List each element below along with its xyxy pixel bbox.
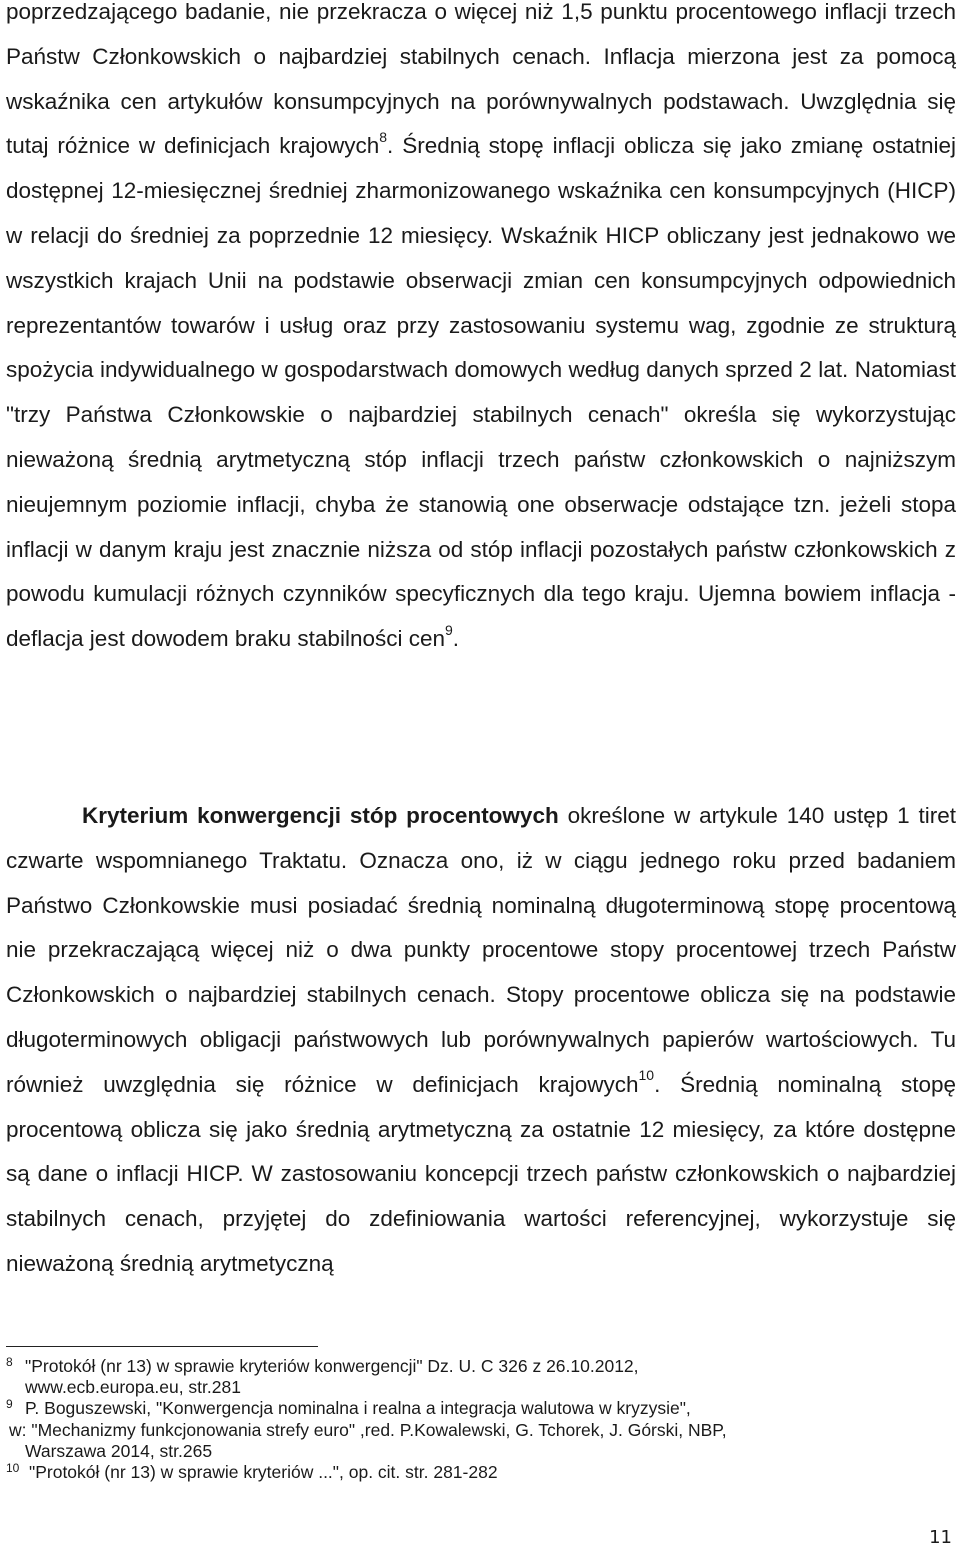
footnote-text: P. Boguszewski, "Konwergencja nominalna i realna a integracja walutowa w kryzysie", — [25, 1398, 691, 1419]
footnote-link[interactable]: www.ecb.europa.eu, str.281 — [25, 1377, 241, 1398]
footnote-text: "Protokół (nr 13) w sprawie kryteriów konwergencji" Dz. U. C 326 z 26.10.2012, — [25, 1356, 639, 1376]
footnote-8 — [6, 1356, 956, 1398]
paragraph-text: poprzedzającego badanie, nie przekracza o więcej niż 1,5 punktu procentowego inflacji trzech Państw Członkowskich o najbardziej stabilnych cenach. Inflacja mierzona jest za pomocą wskaźnika cen artykułów konsumpcyjnych na porównywalnych podstawach. Uwzględnia się tutaj różnice w definicjach krajowych — [6, 0, 956, 159]
footnote-number: 8 — [6, 1355, 13, 1369]
footnote-10 — [6, 1462, 956, 1483]
footnote-ref-10[interactable]: 10 — [638, 1067, 655, 1084]
footnote-number: 10 — [6, 1461, 20, 1476]
paragraph-text: określone w artykule 140 ustęp 1 tiret czwarte wspomnianego Traktatu. Oznacza ono, iż w ciągu jednego roku przed badaniem Państwo Członkowskie musi posiadać średnią nominalną długoterminową stopę procentową nie przekraczającą więcej niż o dwa punkty procentowe stopy procentowej trzech Państw Członkowskich o najbardziej stabilnych cenach. Stopy procentowe oblicza się na podstawie długoterminowych obligacji państwowych lub porównywalnych papierów wartościowych. Tu również uwzględnia się różnice w definicjach krajowych — [6, 803, 956, 1097]
footnote-9 — [6, 1398, 956, 1462]
footnote-separator — [6, 1346, 318, 1347]
footnotes — [6, 1356, 956, 1483]
paragraph-interest-rate-criterion — [6, 794, 956, 1287]
paragraph-text: . — [452, 626, 460, 652]
footnote-number: 9 — [6, 1397, 13, 1412]
footnote-text: "Protokół (nr 13) w sprawie kryteriów ...", op. cit. str. 281-282 — [29, 1462, 498, 1483]
bold-heading-text: Kryterium konwergencji stóp procentowych — [82, 803, 559, 828]
paragraph-inflation-criterion — [6, 0, 956, 662]
page-number: 11 — [929, 1527, 952, 1548]
paragraph-text: . Średnią stopę inflacji oblicza się jako zmianę ostatniej dostępnej 12-miesięcznej średniej zharmonizowanego wskaźnika cen konsumpcyjnych (HICP) w relacji do średniej za poprzednie 12 miesięcy. Wskaźnik HICP obliczany jest jednakowo we wszystkich krajach Unii na podstawie obserwacji zmian cen konsumpcyjnych odpowiednich reprezentantów towarów i usług oraz przy zastosowaniu systemu wag, zgodnie ze strukturą spożycia indywidualnego w gospodarstwach domowych według danych sprzed 2 lat. Natomiast "trzy Państwa Członkowskie o najbardziej stabilnych cenach" określa się wykorzystując nieważoną średnią arytmetyczną stóp inflacji trzech państw członkowskich o najniższym nieujemnym poziomie inflacji, chyba że stanowią one obserwacje odstające tzn. jeżeli stopa inflacji w danym kraju jest znacznie niższa od stóp inflacji pozostałych państw członkowskich z powodu kumulacji różnych czynników specyficznych dla tego kraju. Ujemna bowiem inflacja - deflacja jest dowodem braku stabilności cen — [6, 133, 956, 652]
footnote-ref-9[interactable]: 9 — [445, 621, 453, 638]
footnote-text: w: "Mechanizmy funkcjonowania strefy euro" ,red. P.Kowalewski, G. Tchorek, J. Górski, NBP, — [9, 1419, 727, 1440]
footnote-ref-8[interactable]: 8 — [379, 128, 388, 145]
paragraph-text: . Średnią nominalną stopę procentową oblicza się jako średnią arytmetyczną za ostatnie 12 miesięcy, za które dostępne są dane o inflacji HICP. W zastosowaniu koncepcji trzech państw członkowskich o najbardziej stabilnych cenach, przyjętej do zdefiniowania wartości referencyjnej, wykorzystuje się nieważoną średnią arytmetyczną — [6, 1071, 956, 1276]
footnote-text: Warszawa 2014, str.265 — [25, 1440, 213, 1461]
